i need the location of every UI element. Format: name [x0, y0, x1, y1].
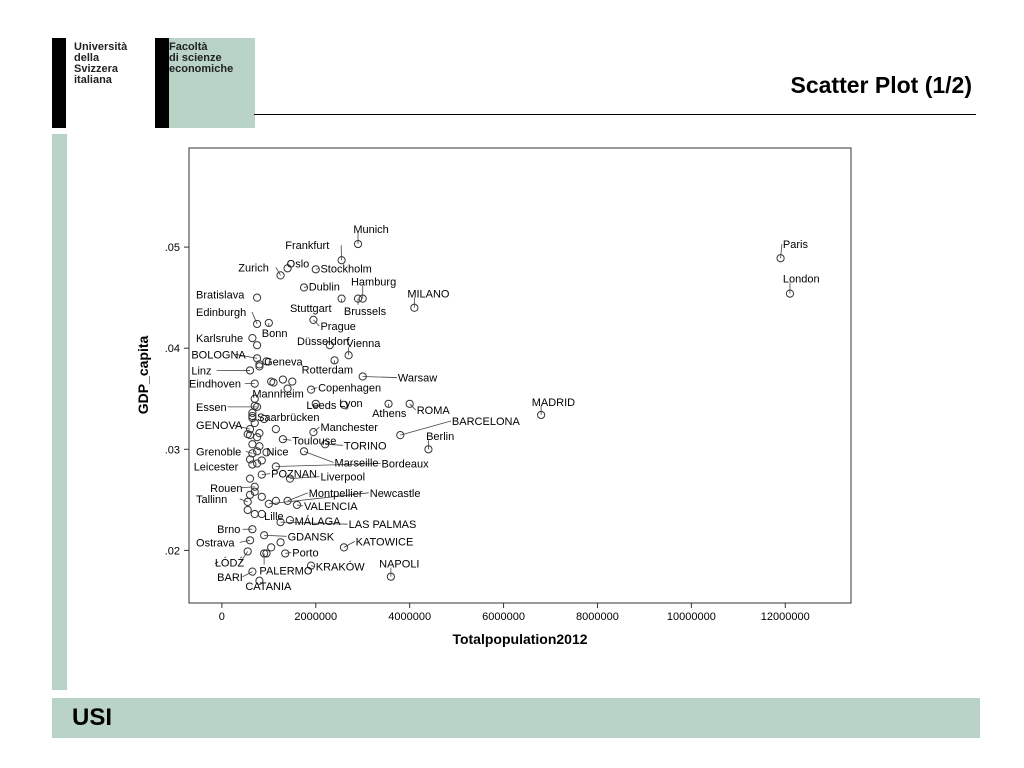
x-tick-label: 0	[218, 611, 225, 623]
point-label: ŁÓDŹ	[214, 557, 245, 570]
point-label: Rouen	[210, 482, 243, 495]
y-tick-label: .05	[164, 242, 180, 255]
point-label: Copenhagen	[318, 382, 382, 395]
point-label: Mannheim	[252, 388, 304, 401]
point-label: Athens	[372, 407, 407, 420]
x-tick-label: 12000000	[760, 611, 810, 623]
y-axis	[165, 242, 189, 557]
point-label: Düsseldorf	[296, 336, 350, 349]
point-label: Paris	[782, 239, 808, 252]
point-label: LAS PALMAS	[348, 519, 417, 532]
point-label: Bordeaux	[381, 458, 429, 471]
point-label: Zurich	[238, 262, 269, 275]
point-label: Hamburg	[350, 276, 397, 289]
point-label: Newcastle	[369, 487, 421, 500]
x-tick-label: 2000000	[294, 611, 338, 623]
point-label: Tallinn	[196, 493, 228, 506]
point-label: Essen	[196, 401, 227, 414]
x-tick-label: 10000000	[666, 611, 716, 623]
point-label: Dublin	[308, 281, 340, 294]
point-label: Toulouse	[292, 435, 337, 448]
point-label: Leeds	[306, 399, 337, 412]
point-label: Ostrava	[196, 537, 235, 550]
point-label: Oslo	[286, 258, 310, 271]
point-label: CATANIA	[245, 580, 292, 593]
point-label: MADRID	[531, 396, 576, 409]
point-label: Munich	[353, 223, 389, 236]
point-label: Warsaw	[397, 372, 438, 385]
point-label: Bratislava	[196, 289, 245, 302]
y-tick-label: .04	[164, 343, 180, 356]
point-label: Edinburgh	[196, 306, 247, 319]
point-label: Vienna	[346, 338, 381, 351]
point-label: BOLOGNA	[191, 349, 246, 362]
point-label: Karlsruhe	[196, 333, 244, 346]
slide-title: Scatter Plot (1/2)	[790, 72, 972, 98]
point-label: Grenoble	[196, 446, 242, 459]
point-label: Stockholm	[320, 263, 372, 276]
point-label: POZNAN	[271, 468, 318, 481]
point-label: PALERMO	[259, 565, 313, 578]
point-label: KATOWICE	[355, 536, 414, 549]
point-label: Stuttgart	[289, 302, 332, 315]
point-label: Prague	[320, 321, 356, 333]
point-label: Rotterdam	[301, 364, 354, 377]
x-tick-label: 4000000	[388, 611, 432, 623]
point-label: GENOVA	[196, 420, 243, 433]
point-label: BARI	[217, 571, 243, 584]
point-label: Eindhoven	[189, 378, 241, 391]
point-label: Manchester	[320, 422, 378, 435]
point-label: Brussels	[343, 305, 387, 318]
point-label: London	[782, 273, 820, 286]
y-axis-title: GDP_capita	[135, 335, 151, 415]
x-tick-label: 8000000	[576, 611, 619, 623]
point-label: Lyon	[339, 397, 363, 410]
point-label: Porto	[292, 547, 319, 560]
point-label: Nice	[266, 446, 289, 459]
point-label: Linz	[191, 365, 212, 378]
point-label: Berlin	[426, 431, 455, 444]
x-axis-title: Totalpopulation2012	[452, 631, 588, 647]
point-label: Geneva	[264, 356, 303, 369]
y-tick-label: .03	[164, 444, 180, 457]
point-label: NAPOLI	[379, 558, 420, 571]
point-label: KRAKÓW	[315, 561, 365, 574]
point-label: MILANO	[407, 288, 450, 301]
faculty-name: Facoltà di scienze economiche	[169, 41, 234, 75]
point-label: ROMA	[416, 404, 450, 417]
x-tick-label: 6000000	[482, 611, 525, 623]
point-label: Liverpool	[320, 471, 366, 484]
point-label: Leicester	[193, 461, 239, 474]
point-label: Frankfurt	[285, 240, 330, 253]
x-axis	[219, 603, 810, 623]
point-label: Montpellier	[308, 487, 363, 500]
point-label: MÁLAGA	[294, 516, 341, 529]
point-label: Marseille	[334, 457, 379, 470]
footer-bar	[52, 698, 980, 738]
point-label: Bonn	[261, 328, 288, 341]
y-tick-label: .02	[164, 545, 180, 558]
point-label: Saarbrücken	[257, 412, 320, 424]
point-label: Lille	[264, 511, 284, 524]
point-label: VALENCIA	[304, 500, 358, 513]
point-label: TORINO	[343, 440, 387, 453]
university-name: Università della Svizzera italiana	[74, 41, 128, 86]
footer-label: USI	[72, 704, 113, 731]
point-label: Brno	[217, 524, 241, 537]
point-label: BARCELONA	[451, 416, 520, 429]
point-label: GDANSK	[287, 531, 335, 544]
